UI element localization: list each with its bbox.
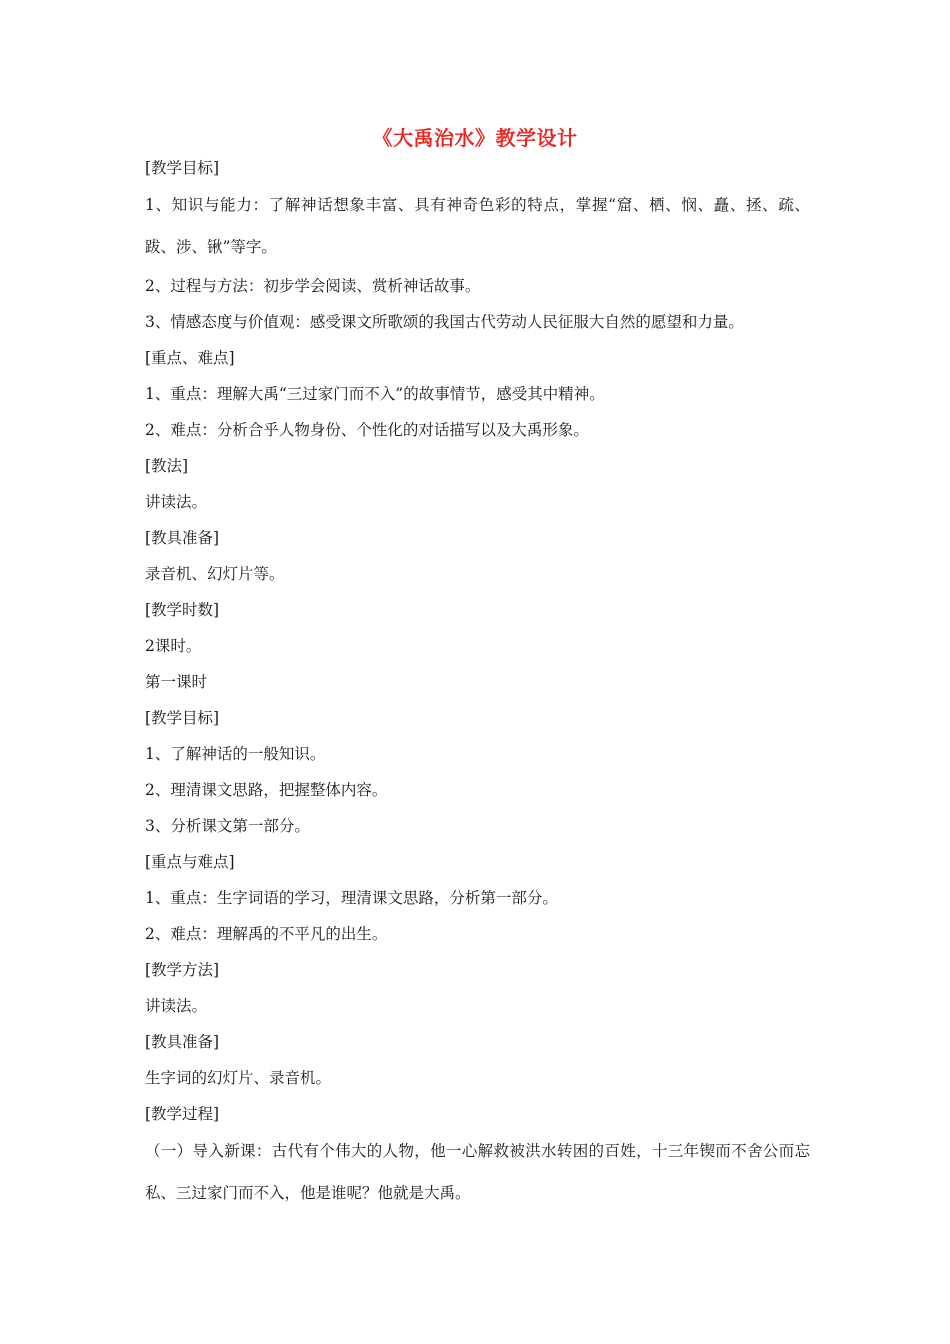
- paragraph-knowledge-ability: 1、知识与能力：了解神话想象丰富、具有神奇色彩的特点，掌握“窟、栖、悯、矗、拯、疏、跋、涉、锹”等字。: [145, 196, 810, 256]
- section-heading-objectives: [教学目标]: [145, 159, 220, 177]
- section-heading-materials: [教具准备]: [145, 529, 220, 547]
- paragraph-materials: 录音机、幻灯片等。: [145, 565, 285, 583]
- section-heading-lesson-key-points: [重点与难点]: [145, 853, 235, 871]
- section-heading-key-points: [重点、难点]: [145, 349, 235, 367]
- paragraph-lesson-key-point: 1、重点：生字词语的学习，理清课文思路，分析第一部分。: [145, 889, 558, 907]
- document-body: [145, 150, 810, 1214]
- paragraph-lesson-objective-2: 2、理清课文思路，把握整体内容。: [145, 781, 388, 799]
- paragraph-difficulty: 2、难点：分析合乎人物身份、个性化的对话描写以及大禹形象。: [145, 421, 589, 439]
- lesson-heading-first: 第一课时: [145, 673, 208, 691]
- section-heading-lesson-method: [教学方法]: [145, 961, 220, 979]
- paragraph-lesson-method: 讲读法。: [145, 997, 208, 1015]
- paragraph-lesson-difficulty: 2、难点：理解禹的不平凡的出生。: [145, 925, 388, 943]
- paragraph-lesson-objective-1: 1、了解神话的一般知识。: [145, 745, 326, 763]
- paragraph-hours: 2课时。: [145, 637, 202, 655]
- paragraph-key-point: 1、重点：理解大禹“三过家门而不入”的故事情节，感受其中精神。: [145, 385, 605, 403]
- paragraph-lesson-objective-3: 3、分析课文第一部分。: [145, 817, 310, 835]
- section-heading-hours: [教学时数]: [145, 601, 220, 619]
- section-heading-lesson-objectives: [教学目标]: [145, 709, 220, 727]
- paragraph-introduction: （一）导入新课：古代有个伟大的人物，他一心解救被洪水转困的百姓，十三年锲而不舍公而忘私、三过家门而不入，他是谁呢？他就是大禹。: [145, 1142, 810, 1202]
- section-heading-process: [教学过程]: [145, 1105, 220, 1123]
- section-heading-method: [教法]: [145, 457, 189, 475]
- section-heading-lesson-materials: [教具准备]: [145, 1033, 220, 1051]
- paragraph-method: 讲读法。: [145, 493, 208, 511]
- paragraph-lesson-materials: 生字词的幻灯片、录音机。: [145, 1069, 332, 1087]
- paragraph-emotion-values: 3、情感态度与价值观：感受课文所歌颂的我国古代劳动人民征服大自然的愿望和力量。: [145, 313, 744, 331]
- paragraph-process-method: 2、过程与方法：初步学会阅读、赏析神话故事。: [145, 277, 481, 295]
- document-title: 《大禹治水》教学设计: [372, 126, 578, 150]
